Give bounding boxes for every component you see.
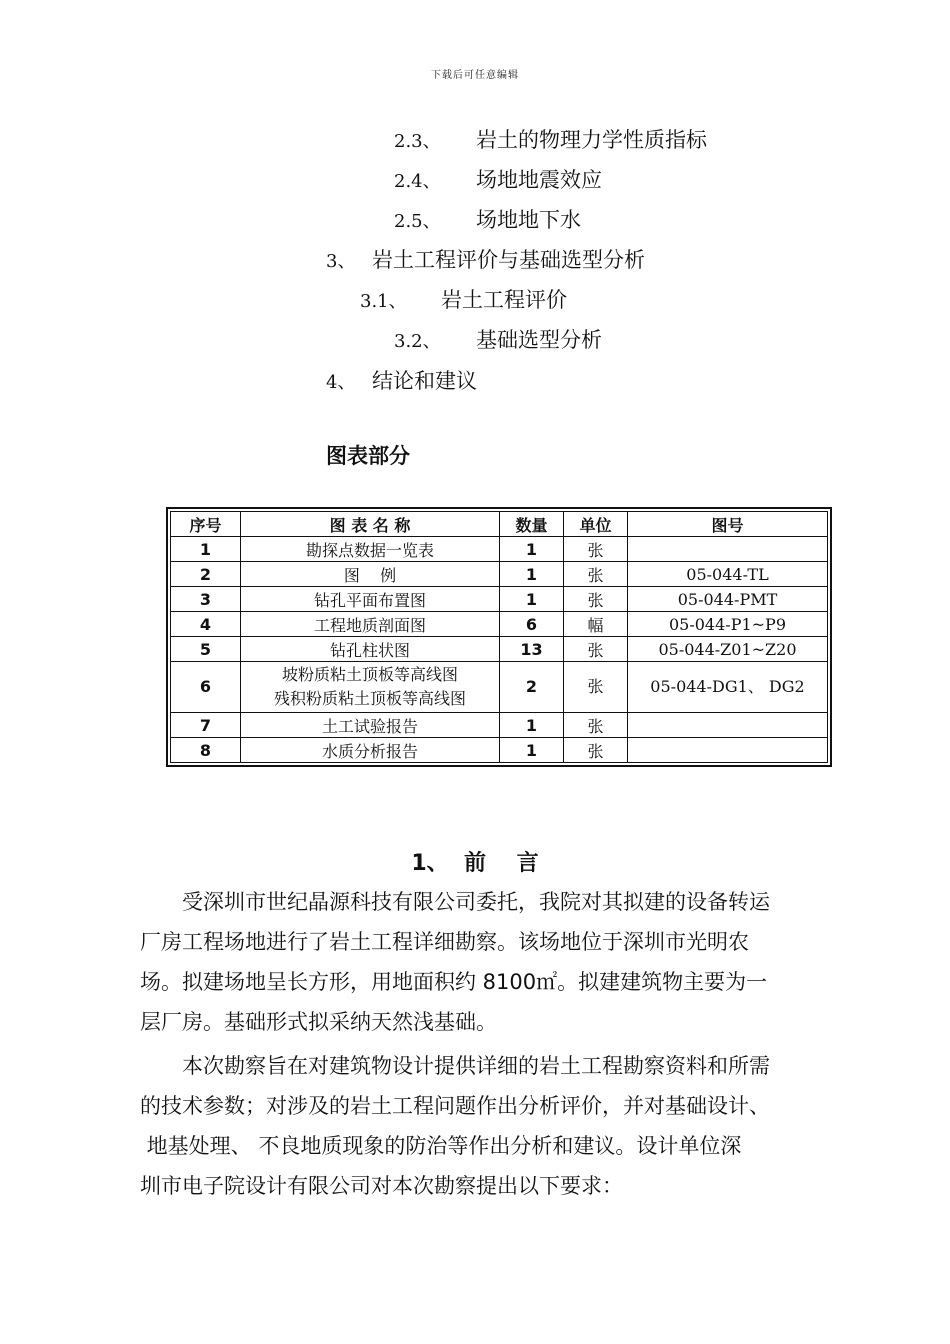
cell-name: 钻孔柱状图 [241,637,500,662]
toc-number: 2.4、 [394,171,441,192]
cell-qty: 13 [500,637,564,662]
header-unit: 单位 [564,512,628,537]
table-row [171,612,828,637]
cell-name-line2: 残积粉质粘土顶板等高线图 [273,689,466,708]
table-row [171,587,828,612]
cell-unit: 张 [564,587,628,612]
header-note: 下载后可任意编辑 [431,70,519,81]
cell-no: 2 [171,562,241,587]
cell-unit: 张 [564,713,628,738]
table-row [171,662,828,713]
cell-code: 05-044-DG1、 DG2 [628,662,828,713]
table-row [171,562,828,587]
cell-name [241,662,500,713]
header-code: 图号 [628,512,828,537]
header-no: 序号 [171,512,241,537]
cell-qty: 1 [500,537,564,562]
cell-unit: 张 [564,662,628,713]
cell-code [628,537,828,562]
cell-qty: 1 [500,587,564,612]
cell-name: 土工试验报告 [241,713,500,738]
toc-item [394,124,707,154]
cell-no: 1 [171,537,241,562]
paragraph-line: 场。拟建场地呈长方形，用地面积约 8100㎡。拟建建筑物主要为一 [140,970,768,994]
table-row [171,713,828,738]
toc-number: 2.3、 [394,131,441,152]
cell-qty: 2 [500,662,564,713]
cell-no: 4 [171,612,241,637]
cell-no: 8 [171,738,241,763]
toc-label: 场地地震效应 [476,168,602,192]
header-name: 图 表 名 称 [241,512,500,537]
toc-label: 岩土工程评价与基础选型分析 [372,248,645,272]
paragraph-line: 厂房工程场地进行了岩土工程详细勘察。该场地位于深圳市光明农 [140,930,749,954]
paragraph-line: 的技术参数；对涉及的岩土工程问题作出分析评价，并对基础设计、 [140,1094,770,1118]
toc-number: 3.2、 [394,331,441,352]
header-qty: 数量 [500,512,564,537]
table-header-row [171,512,828,537]
toc-label: 岩土的物理力学性质指标 [476,128,707,152]
cell-qty: 1 [500,738,564,763]
cell-code [628,738,828,763]
toc-label: 结论和建议 [372,369,477,393]
cell-name: 勘探点数据一览表 [241,537,500,562]
toc-number: 3、 [326,251,356,272]
cell-unit: 张 [564,537,628,562]
charts-section-title: 图表部分 [326,444,410,468]
table-row [171,637,828,662]
preface-title: 1、 前 言 [411,851,539,876]
toc-label: 场地地下水 [476,208,581,232]
paragraph-1 [140,882,840,1042]
paragraph-line: 本次勘察旨在对建筑物设计提供详细的岩土工程勘察资料和所需 [140,1054,770,1078]
table-row [171,738,828,763]
drawing-list-table [166,507,832,767]
paragraph-line: 层厂房。基础形式拟采纳天然浅基础。 [140,1010,497,1034]
toc-item [326,365,477,395]
toc-number: 2.5、 [394,211,441,232]
cell-unit: 幅 [564,612,628,637]
cell-name-line1: 坡粉质粘土顶板等高线图 [281,665,458,684]
toc-item [394,324,602,354]
toc-item [394,204,581,234]
table-row [171,537,828,562]
toc-label: 岩土工程评价 [441,288,567,312]
cell-no: 3 [171,587,241,612]
toc-item [360,284,567,314]
paragraph-2 [140,1046,840,1206]
cell-name: 图 例 [241,562,500,587]
toc-number: 4、 [326,372,356,393]
cell-code: 05-044-Z01~Z20 [628,637,828,662]
cell-name: 钻孔平面布置图 [241,587,500,612]
cell-name: 水质分析报告 [241,738,500,763]
cell-qty: 1 [500,562,564,587]
cell-no: 5 [171,637,241,662]
paragraph-line: 受深圳市世纪晶源科技有限公司委托，我院对其拟建的设备转运 [140,890,770,914]
cell-code: 05-044-TL [628,562,828,587]
cell-code: 05-044-P1~P9 [628,612,828,637]
toc-item [394,164,602,194]
cell-no: 7 [171,713,241,738]
cell-name: 工程地质剖面图 [241,612,500,637]
toc-item [326,244,645,274]
cell-unit: 张 [564,637,628,662]
toc-label: 基础选型分析 [476,328,602,352]
cell-unit: 张 [564,738,628,763]
cell-qty: 6 [500,612,564,637]
cell-qty: 1 [500,713,564,738]
cell-code: 05-044-PMT [628,587,828,612]
cell-no: 6 [171,662,241,713]
paragraph-line: 地基处理、 不良地质现象的防治等作出分析和建议。设计单位深 [140,1134,742,1158]
cell-unit: 张 [564,562,628,587]
cell-code [628,713,828,738]
toc-number: 3.1、 [360,291,407,312]
paragraph-line: 圳市电子院设计有限公司对本次勘察提出以下要求： [140,1174,623,1198]
